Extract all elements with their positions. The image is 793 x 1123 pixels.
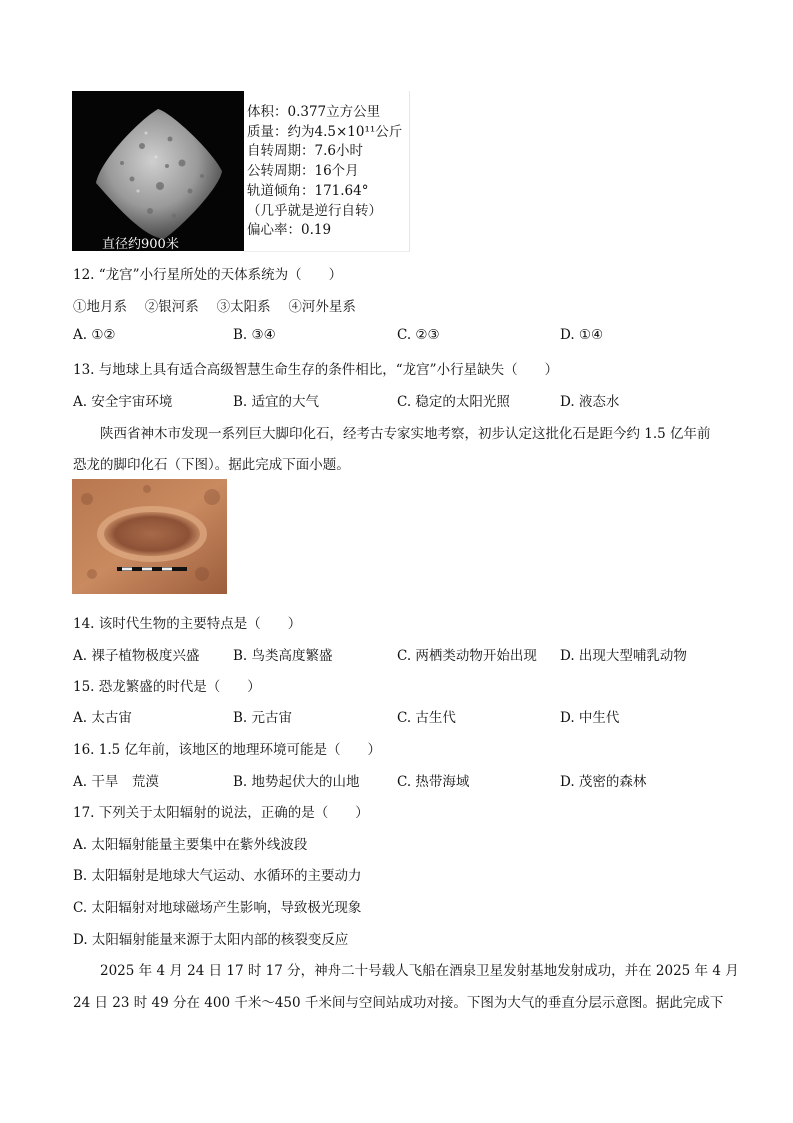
q17-option-b[interactable]: B. 太阳辐射是地球大气运动、水循环的主要动力 xyxy=(73,868,362,884)
q12-option-a[interactable]: A. ①② xyxy=(73,327,116,343)
q17-option-c[interactable]: C. 太阳辐射对地球磁场产生影响，导致极光现象 xyxy=(73,900,362,916)
asteroid-image xyxy=(72,91,244,251)
passage1-line1: 陕西省神木市发现一系列巨大脚印化石，经考古专家实地考察，初步认定这批化石是距今约 1.5 亿年前 xyxy=(100,426,711,442)
q16-stem: 16. 1.5 亿年前，该地区的地理环境可能是（ ） xyxy=(73,742,382,758)
info-eccentricity: 偏心率：0.19 xyxy=(247,222,332,239)
footprint-image xyxy=(72,479,227,594)
info-volume: 体积：0.377立方公里 xyxy=(247,104,381,120)
q16-option-c[interactable]: C. 热带海域 xyxy=(397,774,470,790)
q13-option-d[interactable]: D. 液态水 xyxy=(560,394,620,410)
q17-stem: 17. 下列关于太阳辐射的说法，正确的是（ ） xyxy=(73,805,369,821)
q13-option-c[interactable]: C. 稳定的太阳光照 xyxy=(397,394,510,410)
info-rotation: 自转周期：7.6小时 xyxy=(247,143,363,160)
passage2-line2: 24 日 23 时 49 分在 400 千米～450 千米间与空间站成功对接。下图为大气的垂直分层示意图。据此完成下 xyxy=(73,995,724,1011)
q15-option-d[interactable]: D. 中生代 xyxy=(560,710,620,726)
q16-option-b[interactable]: B. 地势起伏大的山地 xyxy=(233,774,360,790)
diameter-label: 直径约900米 xyxy=(102,237,179,252)
q12-option-b[interactable]: B. ③④ xyxy=(233,327,276,343)
q16-option-a[interactable]: A. 干旱 荒漠 xyxy=(73,774,159,790)
q15-option-b[interactable]: B. 元古宙 xyxy=(233,710,293,726)
q14-option-b[interactable]: B. 鸟类高度繁盛 xyxy=(233,648,333,664)
info-inclination: 轨道倾角：171.64° xyxy=(247,182,369,199)
q14-option-d[interactable]: D. 出现大型哺乳动物 xyxy=(560,648,687,664)
asteroid-info xyxy=(247,103,402,241)
q12-option-d[interactable]: D. ①④ xyxy=(560,327,604,343)
q16-option-d[interactable]: D. 茂密的森林 xyxy=(560,774,647,790)
q14-option-a[interactable]: A. 裸子植物极度兴盛 xyxy=(73,648,200,664)
asteroid-photo xyxy=(72,91,244,251)
q13-stem: 13. 与地球上具有适合高级智慧生命生存的条件相比，“龙宫”小行星缺失（ ） xyxy=(73,362,559,378)
passage2-line1: 2025 年 4 月 24 日 17 时 17 分，神舟二十号载人飞船在酒泉卫星发射基地发射成功，并在 2025 年 4 月 xyxy=(100,963,739,979)
footprint-photo xyxy=(72,479,227,594)
q17-option-d[interactable]: D. 太阳辐射能量来源于太阳内部的核裂变反应 xyxy=(73,932,349,948)
q15-option-a[interactable]: A. 太古宙 xyxy=(73,710,132,726)
info-mass: 质量：约为4.5×10¹¹公斤 xyxy=(247,123,403,140)
info-revolution: 公转周期：16个月 xyxy=(247,163,359,180)
q15-stem: 15. 恐龙繁盛的时代是（ ） xyxy=(73,679,261,695)
q17-option-a[interactable]: A. 太阳辐射能量主要集中在紫外线波段 xyxy=(73,837,308,853)
info-note: （几乎就是逆行自转） xyxy=(247,202,382,219)
q14-stem: 14. 该时代生物的主要特点是（ ） xyxy=(73,616,302,632)
passage1-line2: 恐龙的脚印化石（下图）。据此完成下面小题。 xyxy=(73,457,350,473)
q12-items: ①地月系 ②银河系 ③太阳系 ④河外星系 xyxy=(73,299,356,315)
q12-option-c[interactable]: C. ②③ xyxy=(397,327,440,343)
q12-stem: 12. “龙宫”小行星所处的天体系统为（ ） xyxy=(73,267,343,283)
q13-option-a[interactable]: A. 安全宇宙环境 xyxy=(73,394,173,410)
q13-option-b[interactable]: B. 适宜的大气 xyxy=(233,394,320,410)
q14-option-c[interactable]: C. 两栖类动物开始出现 xyxy=(397,648,537,664)
q15-option-c[interactable]: C. 古生代 xyxy=(397,710,456,726)
